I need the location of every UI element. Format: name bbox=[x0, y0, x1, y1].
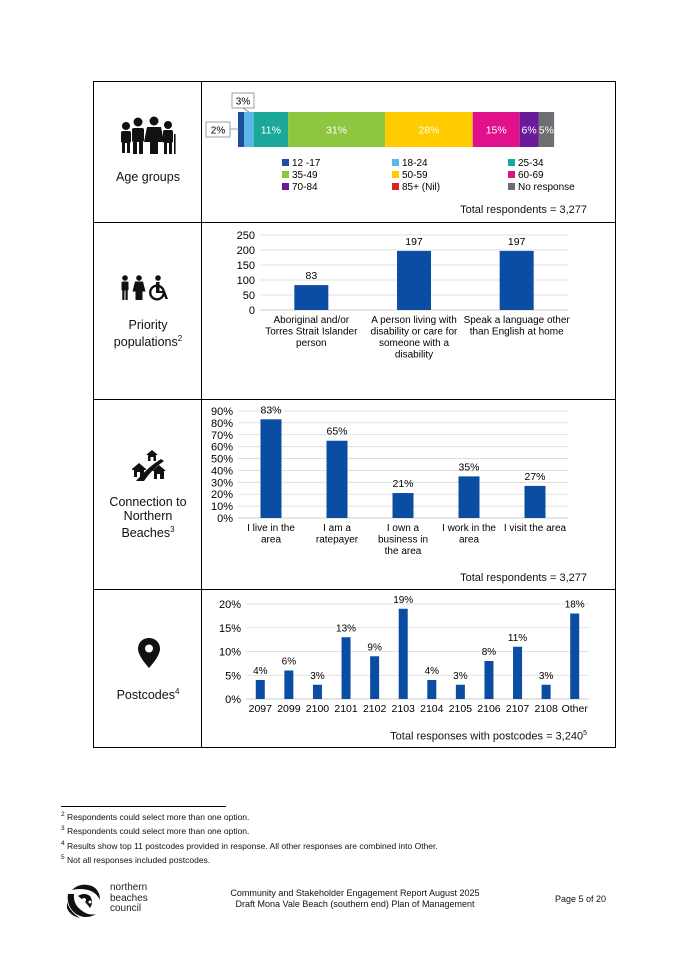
postcode-category-label-7-0: 2105 bbox=[448, 703, 473, 715]
postcode-value-label-11: 18% bbox=[564, 599, 585, 611]
priority-category-label-0-1: Torres Strait Islander bbox=[265, 326, 358, 338]
postcode-value-label-6: 4% bbox=[424, 666, 440, 677]
priority-bar-2 bbox=[500, 251, 534, 310]
postcode-value-label-2: 3% bbox=[310, 670, 325, 682]
connection-value-label-0: 83% bbox=[260, 404, 282, 417]
footnote-2: $^2$ Respondents could select more than one option. bbox=[61, 811, 250, 822]
age-callout-label-0: 2% bbox=[210, 125, 226, 137]
footnote-5: $^5$ Not all responses included postcodes. bbox=[61, 853, 211, 865]
postcode-ytick-4: 20% bbox=[218, 599, 241, 611]
age-segment-1 bbox=[244, 112, 253, 147]
priority-value-label-2: 197 bbox=[507, 235, 526, 248]
connection-category-label-0-0: I live in the bbox=[247, 523, 295, 534]
postcode-ytick-0: 0% bbox=[225, 694, 241, 706]
connection-value-label-1: 65% bbox=[326, 425, 348, 438]
postcode-category-label-8-0: 2106 bbox=[477, 703, 501, 715]
postcode-category-label-5-0: 2103 bbox=[391, 703, 415, 715]
postcode-category-label-6-0: 2104 bbox=[420, 703, 444, 715]
connection-bar-1 bbox=[327, 441, 348, 518]
age-legend-swatch-3 bbox=[282, 171, 289, 178]
age-groups-row bbox=[94, 82, 615, 222]
postcode-value-label-3: 13% bbox=[336, 623, 357, 635]
priority-ytick-5: 250 bbox=[236, 230, 255, 242]
priority-value-label-1: 197 bbox=[405, 235, 423, 248]
connection-category-label-0-1: area bbox=[260, 534, 282, 546]
footnote-3: $^3$ Respondents could select more than one option. bbox=[61, 825, 250, 837]
age-segment-label-5: 15% bbox=[485, 124, 507, 137]
connection-ytick-3: 30% bbox=[210, 477, 233, 490]
priority-category-label-1-2: someone with a bbox=[378, 338, 450, 349]
postcode-ytick-2: 10% bbox=[218, 646, 241, 659]
postcode-bar-6 bbox=[427, 680, 436, 699]
priority-chart bbox=[202, 223, 615, 400]
postcode-category-label-10-0: 2108 bbox=[534, 703, 558, 715]
age-legend-label-4: 50-59 bbox=[402, 170, 428, 181]
connection-ytick-4: 40% bbox=[210, 465, 233, 478]
age-legend-label-2: 25-34 bbox=[518, 158, 544, 169]
postcode-value-label-1: 6% bbox=[281, 656, 297, 668]
connection-ytick-5: 50% bbox=[210, 453, 233, 466]
age-groups-total: Total respondents = 3,277 bbox=[460, 204, 587, 216]
postcode-ytick-1: 5% bbox=[225, 670, 241, 683]
connection-bar-3 bbox=[459, 476, 480, 518]
postcode-category-label-3-0: 2101 bbox=[334, 703, 358, 715]
postcode-bar-11 bbox=[570, 614, 579, 700]
priority-ytick-1: 50 bbox=[242, 290, 255, 302]
postcode-bar-5 bbox=[399, 609, 408, 699]
age-legend-label-0: 12 -17 bbox=[292, 158, 321, 169]
priority-ytick-2: 100 bbox=[236, 275, 255, 287]
postcode-bar-3 bbox=[342, 637, 351, 699]
postcode-value-label-5: 19% bbox=[393, 594, 414, 606]
age-segment-label-4: 28% bbox=[418, 124, 440, 137]
age-callout-label-1: 3% bbox=[235, 96, 251, 108]
age-segment-label-6: 6% bbox=[521, 124, 537, 137]
footnote-rule bbox=[61, 806, 226, 807]
council-logo-icon bbox=[64, 880, 104, 922]
connection-category-label-1-0: I am a bbox=[323, 523, 351, 534]
priority-bar-1 bbox=[397, 251, 431, 310]
footnotes bbox=[61, 806, 621, 866]
location-pin-icon bbox=[138, 638, 160, 668]
priority-category-label-2-0: Speak a language other bbox=[463, 315, 570, 326]
postcode-category-label-11-0: Other bbox=[561, 703, 588, 715]
age-legend-label-3: 35-49 bbox=[292, 170, 318, 181]
postcode-category-label-0-0: 2097 bbox=[248, 703, 272, 715]
postcode-bar-10 bbox=[542, 685, 551, 699]
postcodes-chart bbox=[202, 590, 615, 748]
age-segment-label-8: 5% bbox=[538, 124, 554, 137]
age-legend-swatch-4 bbox=[392, 171, 399, 178]
connection-category-label-3-0: I work in the bbox=[442, 523, 496, 534]
priority-category-label-0-0: Aboriginal and/or bbox=[273, 315, 350, 326]
age-legend-label-8: No response bbox=[518, 182, 575, 193]
council-logo-text: northern beaches council bbox=[110, 882, 148, 914]
postcode-bar-7 bbox=[456, 685, 465, 699]
age-legend-label-1: 18-24 bbox=[402, 158, 428, 169]
postcode-bar-8 bbox=[484, 661, 493, 699]
postcode-category-label-9-0: 2107 bbox=[505, 703, 530, 715]
priority-value-label-0: 83 bbox=[305, 270, 318, 283]
accessibility-icon bbox=[120, 275, 178, 301]
family-icon bbox=[116, 116, 180, 156]
connection-category-label-2-2: the area bbox=[384, 546, 422, 557]
postcode-value-label-7: 3% bbox=[453, 670, 468, 682]
connection-row bbox=[94, 399, 615, 590]
connection-ytick-8: 80% bbox=[210, 417, 233, 430]
connection-label: Connection to Northern Beaches$^3$ bbox=[109, 495, 187, 541]
connection-bar-2 bbox=[393, 493, 414, 518]
priority-bar-0 bbox=[294, 285, 328, 310]
connection-ytick-7: 70% bbox=[210, 429, 233, 442]
postcode-category-label-2-0: 2100 bbox=[305, 703, 330, 715]
age-segment-0 bbox=[238, 112, 244, 147]
age-legend-label-7: 85+ (Nil) bbox=[402, 182, 441, 193]
age-legend-swatch-8 bbox=[508, 183, 515, 190]
connection-category-label-4-0: I visit the area bbox=[503, 523, 567, 534]
demographics-table bbox=[93, 81, 616, 748]
postcode-value-label-0: 4% bbox=[253, 666, 268, 677]
connection-value-label-4: 27% bbox=[524, 470, 546, 483]
age-callout-line-1 bbox=[243, 108, 249, 112]
priority-row bbox=[94, 222, 615, 400]
postcodes-total: Total responses with postcodes = $3,240^5$ bbox=[390, 730, 587, 743]
priority-ytick-0: 0 bbox=[248, 305, 255, 317]
footnote-4: $^4$ Results show top 11 postcodes provided in response. All other responses are combined into Other. bbox=[61, 839, 438, 851]
postcode-ytick-3: 15% bbox=[218, 622, 241, 635]
postcode-bar-2 bbox=[313, 685, 322, 699]
connection-category-label-1-1: ratepayer bbox=[315, 534, 359, 546]
age-segment-label-3: 31% bbox=[326, 124, 348, 137]
age-segment-label-2: 11% bbox=[260, 124, 281, 137]
priority-category-label-0-2: person bbox=[296, 338, 327, 349]
age-legend-swatch-2 bbox=[508, 159, 515, 166]
postcode-value-label-9: 11% bbox=[507, 632, 528, 644]
footer-report-title: Community and Stakeholder Engagement Report August 2025 Draft Mona Vale Beach (southern end) Plan of Management bbox=[230, 888, 480, 909]
connection-total: Total respondents = 3,277 bbox=[460, 572, 587, 584]
priority-ytick-4: 200 bbox=[236, 245, 255, 257]
postcode-value-label-10: 3% bbox=[538, 670, 554, 682]
priority-ytick-3: 150 bbox=[236, 260, 255, 272]
postcodes-row bbox=[94, 589, 615, 748]
postcode-bar-4 bbox=[370, 656, 379, 699]
page-number: Page 5 of 20 bbox=[555, 894, 607, 904]
postcode-value-label-8: 8% bbox=[481, 647, 497, 658]
connection-bar-0 bbox=[261, 419, 282, 518]
age-legend-label-6: 70-84 bbox=[292, 182, 318, 193]
postcode-bar-9 bbox=[513, 647, 522, 699]
connection-category-label-2-1: business in bbox=[377, 534, 429, 546]
age-legend-swatch-5 bbox=[508, 171, 515, 178]
connection-category-label-2-0: I own a bbox=[386, 523, 420, 534]
age-legend-swatch-1 bbox=[392, 159, 399, 166]
postcodes-label: Postcodes$^4$ bbox=[116, 687, 180, 703]
age-legend-swatch-7 bbox=[392, 183, 399, 190]
priority-category-label-1-3: disability bbox=[394, 349, 434, 361]
postcode-value-label-4: 9% bbox=[367, 642, 382, 654]
priority-category-label-1-1: disability or care for bbox=[370, 326, 458, 338]
connection-ytick-1: 10% bbox=[210, 501, 233, 514]
age-groups-label: Age groups bbox=[116, 170, 180, 184]
postcode-bar-1 bbox=[284, 671, 293, 700]
connection-ytick-9: 90% bbox=[210, 406, 233, 418]
postcode-category-label-4-0: 2102 bbox=[362, 703, 387, 715]
priority-label: Priority populations$^2$ bbox=[113, 318, 183, 350]
connection-ytick-2: 20% bbox=[210, 489, 233, 502]
postcode-bar-0 bbox=[256, 680, 265, 699]
connection-category-label-3-1: area bbox=[458, 534, 480, 546]
age-legend-label-5: 60-69 bbox=[518, 170, 544, 181]
council-logo bbox=[64, 880, 184, 922]
age-legend-swatch-0 bbox=[282, 159, 289, 166]
connection-ytick-6: 60% bbox=[210, 441, 233, 454]
priority-category-label-1-0: A person living with bbox=[371, 315, 457, 326]
connection-ytick-0: 0% bbox=[217, 513, 233, 525]
connection-bar-4 bbox=[525, 486, 546, 518]
connection-value-label-3: 35% bbox=[458, 461, 480, 474]
priority-category-label-2-1: than English at home bbox=[469, 326, 564, 338]
connection-value-label-2: 21% bbox=[392, 478, 414, 491]
page-footer bbox=[0, 880, 675, 930]
age-legend-swatch-6 bbox=[282, 183, 289, 190]
connection-chart bbox=[202, 400, 615, 590]
postcode-category-label-1-0: 2099 bbox=[277, 703, 301, 715]
houses-road-icon bbox=[130, 447, 168, 481]
age-groups-chart bbox=[202, 82, 615, 222]
